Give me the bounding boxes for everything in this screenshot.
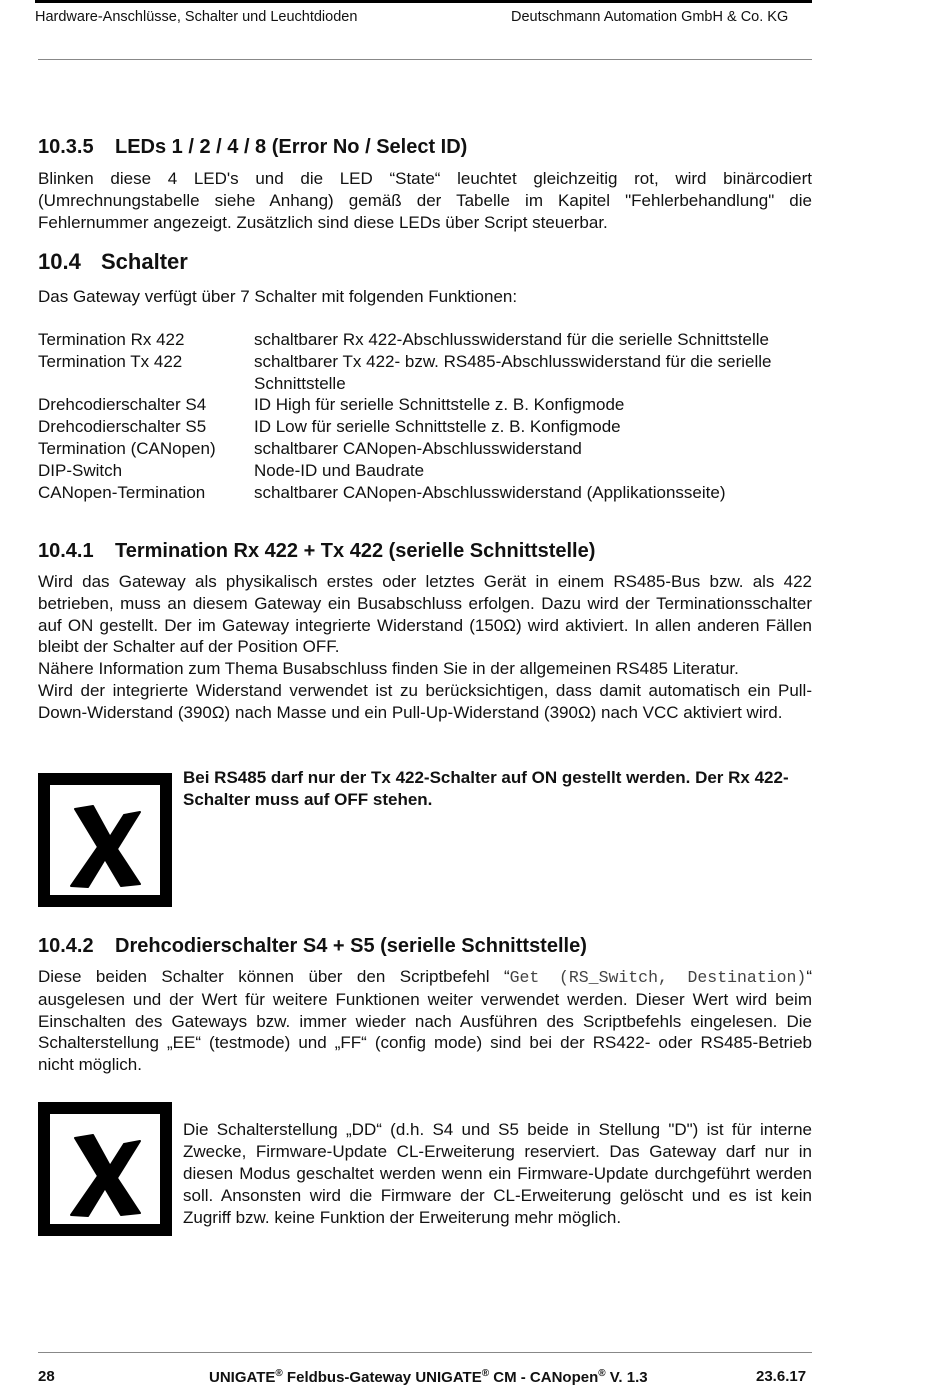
switch-name: Drehcodierschalter S4 [38,395,207,415]
section-number: 10.4 [38,249,81,274]
registered-mark: ® [481,1368,490,1379]
led-paragraph: Blinken diese 4 LED's und die LED “State“ leuchtet gleichzeitig rot, wird binärcodiert (Umrechnungstabelle siehe Anhang) gemäß der Tabelle im Kapitel "Fehlerbehandlung" die Fehlernummer angezeigt. Zusätzlich sind diese LEDs über Script steuerbar. [38,169,812,232]
footer-date: 23.6.17 [756,1368,807,1385]
switch-desc: schaltbarer Tx 422- bzw. RS485-Abschlusswiderstand für die serielle Schnittstelle [254,351,772,393]
switch-row [38,460,812,482]
brand-name: UNIGATE [415,1369,482,1386]
page-number: 28 [38,1368,55,1385]
section-number: 10.3.5 [38,136,94,158]
section-number: 10.4.2 [38,935,94,957]
switch-row [38,394,812,416]
switch-row [38,416,812,438]
rotary-switch-paragraph [38,966,812,1076]
footer-rule [38,1352,812,1353]
switch-row [38,351,812,395]
text-after-code: “ ausgelesen und der Wert für weitere Funktionen weiter verwendet werden. Dieser Wert wird beim Einschalten des Gateways bzw. immer wieder nach Ausführen des Scriptbefehls eingelesen. Die Schalterstellung „EE“ (testmode) und „FF“ (config mode) sind bei der RS422- oder RS485-Betrieb nicht möglich. [38,967,812,1075]
dd-mode-warning: Die Schalterstellung „DD“ (d.h. S4 und S5 beide in Stellung "D") ist für interne Zwecke, Firmware-Update CL-Erweiterung reserviert. Das Gateway darf nur in diesen Modus geschaltet werden wenn ein Firmware-Update durchgeführt werden soll. Ansonsten wird die Firmware der CL-Erweiterung gelöscht und es ist kein Zugriff bzw. keine Funktion der Erweiterung mehr möglich. [183,1120,812,1227]
version: V. 1.3 [605,1369,648,1386]
warning-line-2: Der Rx 422-Schalter muss auf OFF stehen. [183,768,789,809]
header-company: Deutschmann Automation GmbH & Co. KG [511,9,789,25]
switch-desc: schaltbarer Rx 422-Abschlusswiderstand für die serielle Schnittstelle [254,330,769,349]
header-rule [38,59,812,60]
heading-10-4-2 [38,935,587,958]
section-title: Schalter [101,249,188,274]
heading-10-4-1 [38,540,595,563]
header-chapter-title: Hardware-Anschlüsse, Schalter und Leuchtdioden [35,9,358,25]
registered-mark: ® [275,1368,283,1379]
switch-row [38,329,812,351]
switch-desc: schaltbarer CANopen-Abschlusswiderstand [254,438,582,458]
switch-name: Termination (CANopen) [38,438,216,458]
termination-text [38,571,812,724]
switch-desc: Node-ID und Baudrate [254,460,425,480]
footer-product [209,1368,648,1386]
switch-row [38,438,812,460]
heading-10-3-5 [38,136,467,159]
switch-name: Termination Rx 422 [38,330,185,349]
switch-desc: ID Low für serielle Schnittstelle z. B. Konfigmode [254,417,621,437]
switch-desc: ID High für serielle Schnittstelle z. B. Konfigmode [254,395,625,415]
footer-text: CM - CANopen [489,1369,599,1386]
switch-desc: schaltbarer CANopen-Abschlusswiderstand (Applikationsseite) [254,482,726,502]
switch-row [38,482,812,504]
text-before-code: Diese beiden Schalter können über den Scriptbefehl “ [38,967,510,986]
warning-x-icon [38,1102,172,1236]
termination-paragraph-2: Nähere Information zum Thema Busabschluss finden Sie in der allgemeinen RS485 Literatur. [38,659,739,679]
brand-name: UNIGATE [209,1369,276,1386]
rs485-warning [183,767,812,811]
termination-paragraph-3: Wird der integrierte Widerstand verwendet ist zu berücksichtigen, dass damit automatisch ein Pull-Down-Widerstand (390Ω) nach Masse und ein Pull-Up-Widerstand (390Ω) nach VCC aktiviert wird. [38,680,812,722]
section-title: Termination Rx 422 + Tx 422 (serielle Schnittstelle) [115,540,596,562]
switch-table [38,329,812,503]
section-title: Drehcodierschalter S4 + S5 (serielle Schnittstelle) [115,935,587,957]
switch-name: Termination Tx 422 [38,351,183,371]
switch-name: CANopen-Termination [38,482,206,502]
heading-10-4 [38,249,188,275]
warning-x-icon [38,773,172,907]
section-number: 10.4.1 [38,540,94,562]
termination-paragraph-1: Wird das Gateway als physikalisch erstes oder letztes Gerät in einem RS485-Bus bzw. als 422 betrieben, muss an diesem Gateway ein Busabschluss erfolgen. Dazu wird der Terminationsschalter auf ON gestellt. Der im Gateway integrierte Widerstand (150Ω) wird aktiviert. In allen anderen Fällen bleibt der Schalter auf der Position OFF. [38,572,812,657]
footer-text: Feldbus-Gateway [282,1369,416,1386]
switch-name: DIP-Switch [38,460,123,480]
switch-intro: Das Gateway verfügt über 7 Schalter mit folgenden Funktionen: [38,287,518,306]
top-rule [35,0,812,3]
script-command: Get (RS_Switch, Destination) [509,968,807,987]
switch-name: Drehcodierschalter S5 [38,417,207,437]
warning-line-1: Bei RS485 darf nur der Tx 422-Schalter auf ON gestellt werden. [183,768,691,787]
section-title: LEDs 1 / 2 / 4 / 8 (Error No / Select ID) [115,136,468,158]
registered-mark: ® [598,1368,606,1379]
